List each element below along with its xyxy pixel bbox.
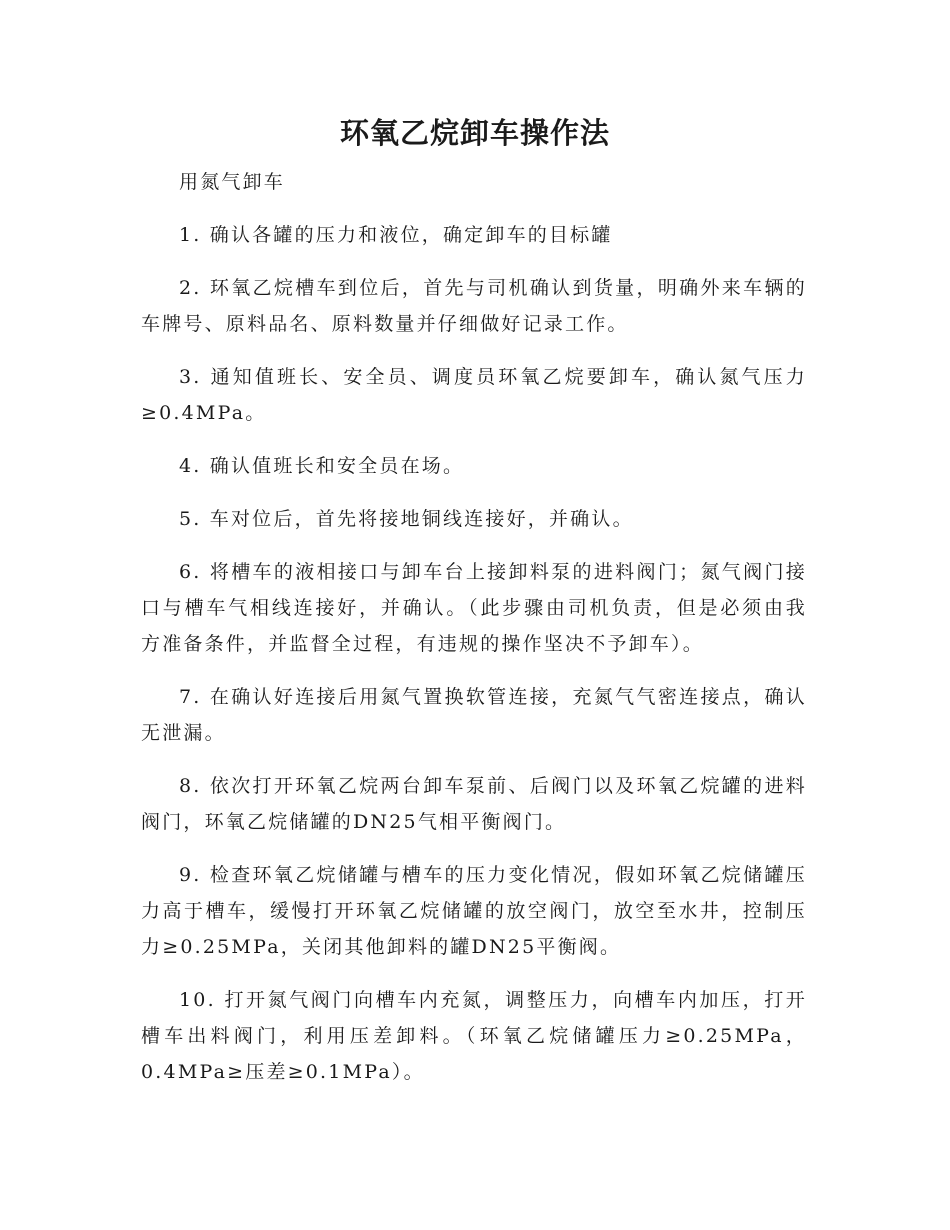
step-1: 1. 确认各罐的压力和液位，确定卸车的目标罐 xyxy=(179,224,613,246)
step-10: 10. 打开氮气阀门向槽车内充氮，调整压力，向槽车内加压，打开槽车出料阀门，利用压差卸料。（环氧乙烷储罐压力≥0.25MPa，0.4MPa≥压差≥0.1MPa）。 xyxy=(141,989,807,1083)
step-9: 9. 检查环氧乙烷储罐与槽车的压力变化情况，假如环氧乙烷储罐压力高于槽车，缓慢打开环氧乙烷储罐的放空阀门，放空至水井，控制压力≥0.25MPa，关闭其他卸料的罐DN25平衡阀。 xyxy=(141,864,807,958)
step-6: 6. 将槽车的液相接口与卸车台上接卸料泵的进料阀门；氮气阀门接口与槽车气相线连接好，并确认。（此步骤由司机负责，但是必须由我方准备条件，并监督全过程，有违规的操作坚决不予卸车）。 xyxy=(141,561,807,655)
step-2: 2. 环氧乙烷槽车到位后，首先与司机确认到货量，明确外来车辆的车牌号、原料品名、原料数量并仔细做好记录工作。 xyxy=(141,277,807,335)
document-body xyxy=(141,164,807,1107)
step-5: 5. 车对位后，首先将接地铜线连接好，并确认。 xyxy=(179,508,634,530)
page-title: 环氧乙烷卸车操作法 xyxy=(339,116,610,150)
step-7: 7. 在确认好连接后用氮气置换软管连接，充氮气气密连接点，确认无泄漏。 xyxy=(141,686,807,744)
step-8: 8. 依次打开环氧乙烷两台卸车泵前、后阀门以及环氧乙烷罐的进料阀门，环氧乙烷储罐的DN25气相平衡阀门。 xyxy=(141,775,807,833)
step-4: 4. 确认值班长和安全员在场。 xyxy=(179,455,465,477)
step-3: 3. 通知值班长、安全员、调度员环氧乙烷要卸车，确认氮气压力≥0.4MPa。 xyxy=(141,366,807,424)
section-heading: 用氮气卸车 xyxy=(179,171,286,193)
